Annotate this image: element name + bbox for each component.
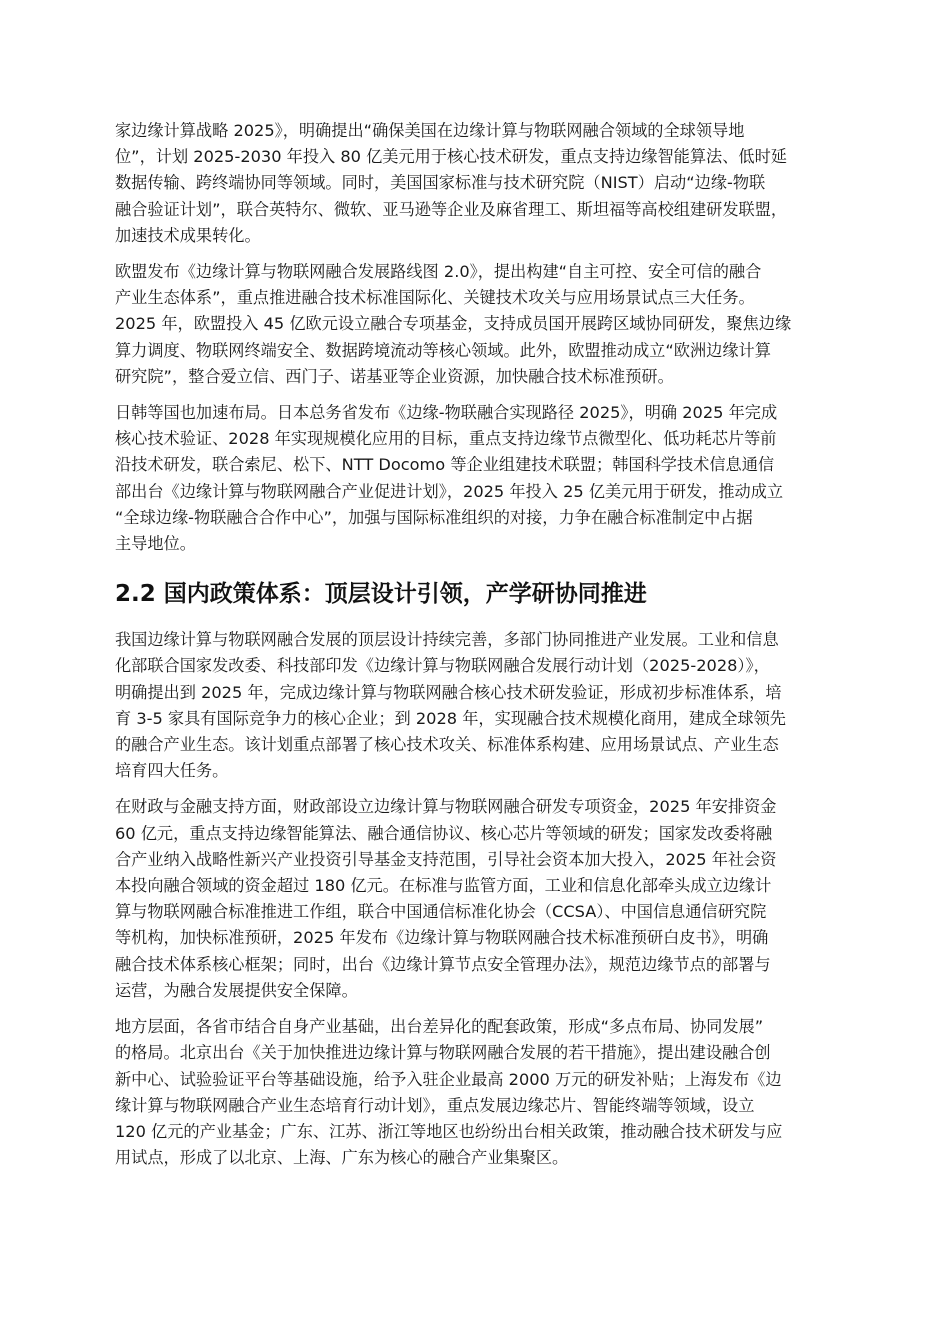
paragraph-finance-standards [115,794,843,1004]
text-line: 融合验证计划”，联合英特尔、微软、亚马逊等企业及麻省理工、斯坦福等高校组建研发联盟， [115,199,788,219]
text-line: 研究院”，整合爱立信、西门子、诺基亚等企业资源，加快融合技术标准预研。 [115,366,674,386]
text-line: 主导地位。 [115,534,196,554]
text-line: 等机构，加快标准预研，2025 年发布《边缘计算与物联网融合技术标准预研白皮书》，明确 [115,928,769,948]
paragraph-us-strategy [115,118,843,249]
text-line: “全球边缘-物联融合合作中心”，加强与国际标准组织的对接，力争在融合标准制定中占据 [115,507,753,527]
text-line: 培育四大任务。 [115,761,229,781]
text-line: 算与物联网融合标准推进工作组，联合中国通信标准化协会（CCSA）、中国信息通信研究院 [115,902,767,922]
text-line: 核心技术验证、2028 年实现规模化应用的目标，重点支持边缘节点微型化、低功耗芯片等前 [115,429,777,449]
text-line: 加速技术成果转化。 [115,225,261,245]
paragraph-japan-korea [115,400,843,557]
paragraph-national-plan [115,627,843,784]
text-line: 的格局。北京出台《关于加快推进边缘计算与物联网融合发展的若干措施》，提出建设融合创 [115,1043,771,1063]
text-line: 数据传输、跨终端协同等领域。同时，美国国家标准与技术研究院（NIST）启动“边缘-物联 [115,173,766,193]
text-line: 化部联合国家发改委、科技部印发《边缘计算与物联网融合发展行动计划（2025-2028）》， [115,656,770,676]
text-line: 我国边缘计算与物联网融合发展的顶层设计持续完善，多部门协同推进产业发展。工业和信息 [115,630,779,650]
text-line: 缘计算与物联网融合产业生态培育行动计划》，重点发展边缘芯片、智能终端等领域，设立 [115,1095,755,1115]
text-line: 育 3-5 家具有国际竞争力的核心企业；到 2028 年，实现融合技术规模化商用，建成全球领先 [115,708,786,728]
text-line: 在财政与金融支持方面，财政部设立边缘计算与物联网融合研发专项资金，2025 年安排资金 [115,797,777,817]
document-page [115,118,843,1181]
text-line: 60 亿元，重点支持边缘智能算法、融合通信协议、核心芯片等领域的研发；国家发改委将融 [115,823,773,843]
text-line: 部出台《边缘计算与物联网融合产业促进计划》，2025 年投入 25 亿美元用于研发，推动成立 [115,481,784,501]
text-line: 运营，为融合发展提供安全保障。 [115,980,358,1000]
text-line: 120 亿元的产业基金；广东、江苏、浙江等地区也纷纷出台相关政策，推动融合技术研发与应 [115,1121,783,1141]
text-line: 日韩等国也加速布局。日本总务省发布《边缘-物联融合实现路径 2025》，明确 2025 年完成 [115,403,778,423]
text-line: 位”，计划 2025-2030 年投入 80 亿美元用于核心技术研发，重点支持边缘智能算法、低时延 [115,147,787,167]
paragraph-local-policies [115,1014,843,1171]
section-heading-2-2: 2.2 国内政策体系：顶层设计引领，产学研协同推进 [115,581,647,608]
text-line: 地方层面，各省市结合自身产业基础，出台差异化的配套政策，形成“多点布局、协同发展” [115,1017,764,1037]
text-line: 用试点，形成了以北京、上海、广东为核心的融合产业集聚区。 [115,1148,569,1168]
text-line: 融合技术体系核心框架；同时，出台《边缘计算节点安全管理办法》，规范边缘节点的部署与 [115,954,771,974]
text-line: 2025 年，欧盟投入 45 亿欧元设立融合专项基金，支持成员国开展跨区域协同研发，聚焦边缘 [115,314,792,334]
text-line: 算力调度、物联网终端安全、数据跨境流动等核心领域。此外，欧盟推动成立“欧洲边缘计算 [115,340,771,360]
text-line: 家边缘计算战略 2025》，明确提出“确保美国在边缘计算与物联网融合领域的全球领导地 [115,121,745,140]
text-line: 的融合产业生态。该计划重点部署了核心技术攻关、标准体系构建、应用场景试点、产业生态 [115,735,779,755]
text-line: 欧盟发布《边缘计算与物联网融合发展路线图 2.0》，提出构建“自主可控、安全可信的融合 [115,262,762,282]
paragraph-eu-roadmap [115,259,843,390]
text-line: 沿技术研发，联合索尼、松下、NTT Docomo 等企业组建技术联盟；韩国科学技术信息通信 [115,455,775,475]
text-line: 新中心、试验验证平台等基础设施，给予入驻企业最高 2000 万元的研发补贴；上海发布《边 [115,1069,782,1089]
text-line: 明确提出到 2025 年，完成边缘计算与物联网融合核心技术研发验证，形成初步标准体系，培 [115,682,782,702]
text-line: 本投向融合领域的资金超过 180 亿元。在标准与监管方面，工业和信息化部牵头成立边缘计 [115,876,772,896]
text-line: 合产业纳入战略性新兴产业投资引导基金支持范围，引导社会资本加大投入，2025 年社会资 [115,849,777,869]
text-line: 产业生态体系”，重点推进融合技术标准国际化、关键技术攻关与应用场景试点三大任务。 [115,288,755,308]
